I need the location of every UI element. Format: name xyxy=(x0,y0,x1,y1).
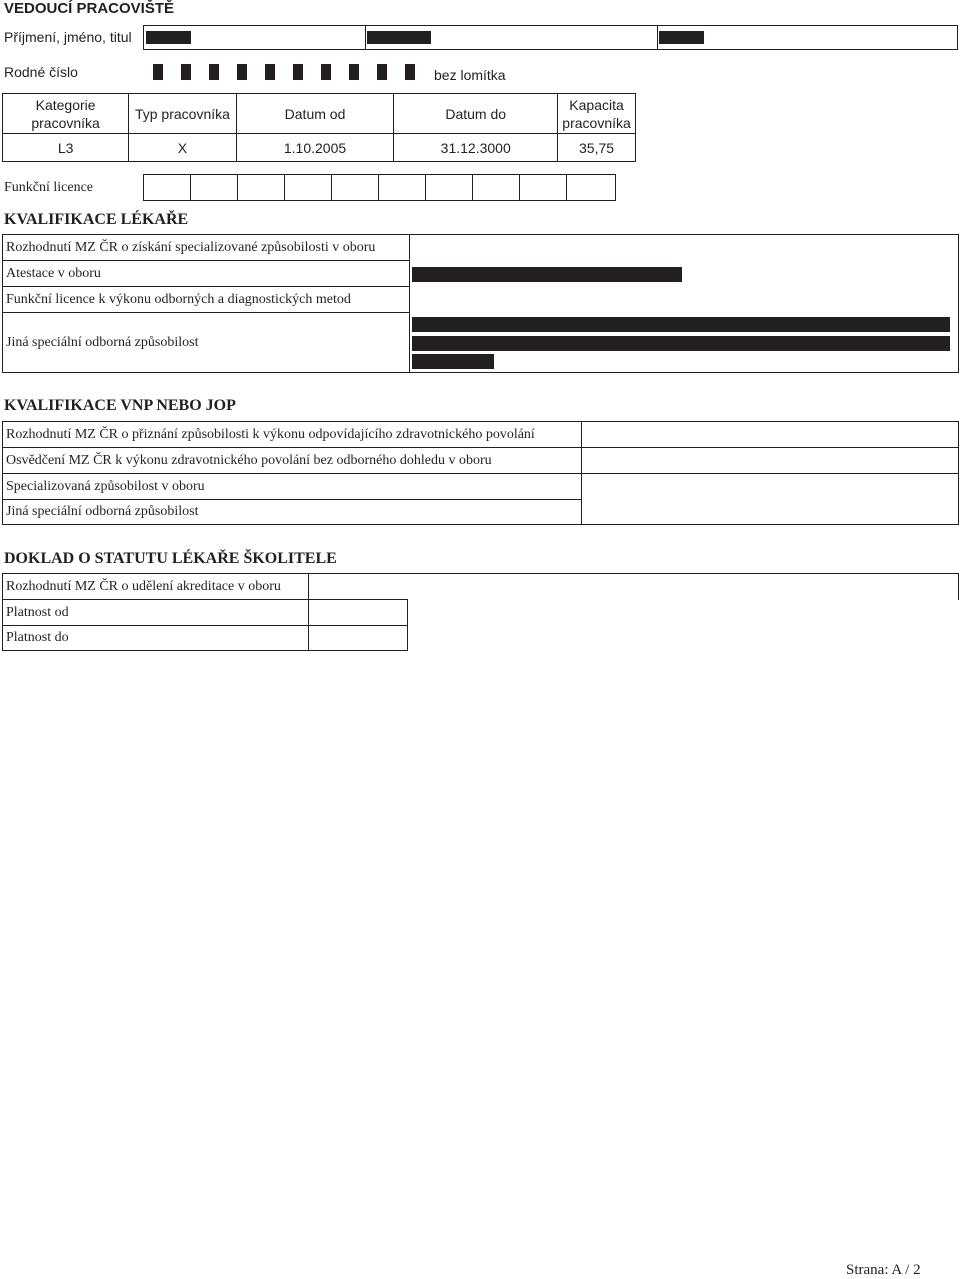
licence-box[interactable] xyxy=(331,174,379,201)
rc-digit xyxy=(265,64,275,80)
doklad-row xyxy=(2,625,309,651)
cell-datum-od: 1.10.2005 xyxy=(236,134,394,162)
section-title-kvalifikace-lekare: KVALIFIKACE LÉKAŘE xyxy=(4,211,189,228)
licence-box[interactable] xyxy=(143,174,191,201)
doklad-label-platnost-do: Platnost do xyxy=(6,630,69,645)
header-datum-od: Datum od xyxy=(236,94,394,134)
section-title-doklad: DOKLAD O STATUTU LÉKAŘE ŠKOLITELE xyxy=(4,550,337,567)
cell-kategorie: L3 xyxy=(3,134,129,162)
vnp-value-rozhodnuti[interactable] xyxy=(581,421,959,448)
kl-row xyxy=(2,234,410,261)
kl-row xyxy=(2,286,410,313)
header-kapacita: Kapacita pracovníka xyxy=(558,94,636,134)
kl-label-jina: Jiná speciální odborná způsobilost xyxy=(6,335,199,350)
header-typ: Typ pracovníka xyxy=(129,94,236,134)
kvalifikace-vnp-table xyxy=(2,421,959,525)
licence-box[interactable] xyxy=(378,174,426,201)
rc-digit xyxy=(349,64,359,80)
redacted-jina-line1 xyxy=(412,317,950,332)
kl-label-atestace: Atestace v oboru xyxy=(6,266,101,281)
doklad-row xyxy=(2,599,309,626)
rc-digit xyxy=(237,64,247,80)
kl-label-rozhodnuti: Rozhodnutí MZ ČR o získání specializované způsobilosti v oboru xyxy=(6,240,376,255)
kl-row xyxy=(2,312,410,373)
licence-box[interactable] xyxy=(566,174,616,201)
licence-box[interactable] xyxy=(472,174,520,201)
rc-digit xyxy=(405,64,415,80)
licence-box[interactable] xyxy=(519,174,567,201)
vnp-row xyxy=(2,421,582,448)
vnp-row xyxy=(2,447,582,474)
rc-digit xyxy=(293,64,303,80)
redacted-firstname xyxy=(367,31,431,44)
name-field[interactable] xyxy=(143,25,958,50)
cell-typ: X xyxy=(129,134,236,162)
rc-digit xyxy=(377,64,387,80)
vnp-label-specializovana: Specializovaná způsobilost v oboru xyxy=(6,479,205,494)
doklad-label-rozhodnuti: Rozhodnutí MZ ČR o udělení akreditace v oboru xyxy=(6,579,281,594)
rc-label: Rodné číslo xyxy=(4,64,78,80)
funkcni-licence-boxes[interactable] xyxy=(143,174,616,201)
vnp-row xyxy=(2,473,582,500)
header-kategorie: Kategorie pracovníka xyxy=(3,94,129,134)
doklad-label-platnost-od: Platnost od xyxy=(6,605,69,620)
section-title-vedouci: VEDOUCÍ PRACOVIŠTĚ xyxy=(4,0,175,17)
doklad-table xyxy=(2,573,959,651)
name-label: Příjmení, jméno, titul xyxy=(4,29,132,45)
page-number: Strana: A / 2 xyxy=(846,1262,921,1278)
kl-label-funkcni: Funkční licence k výkonu odborných a diagnostických metod xyxy=(6,292,351,307)
funkcni-licence-label: Funkční licence xyxy=(4,180,94,195)
redacted-jina-line2 xyxy=(412,336,950,351)
licence-box[interactable] xyxy=(190,174,238,201)
vnp-value-specializovana[interactable] xyxy=(581,473,959,525)
licence-box[interactable] xyxy=(284,174,332,201)
rc-field[interactable] xyxy=(143,59,425,84)
redacted-atestace xyxy=(412,267,682,282)
kl-value-column[interactable] xyxy=(409,234,959,373)
header-datum-do: Datum do xyxy=(394,94,558,134)
vnp-row xyxy=(2,499,582,525)
kl-row xyxy=(2,260,410,287)
rc-digit xyxy=(321,64,331,80)
redacted-title xyxy=(659,31,704,44)
licence-box[interactable] xyxy=(425,174,473,201)
licence-box[interactable] xyxy=(237,174,285,201)
employment-table xyxy=(2,93,636,162)
rc-digit xyxy=(153,64,163,80)
kvalifikace-lekare-table xyxy=(2,234,959,373)
doklad-value-rozhodnuti[interactable] xyxy=(308,573,959,600)
section-title-kvalifikace-vnp: KVALIFIKACE VNP NEBO JOP xyxy=(4,397,236,414)
cell-kapacita: 35,75 xyxy=(558,134,636,162)
redacted-surname xyxy=(146,31,191,44)
rc-digit xyxy=(181,64,191,80)
doklad-value-platnost-od[interactable] xyxy=(308,599,408,626)
rc-suffix: bez lomítka xyxy=(434,67,506,83)
cell-datum-do: 31.12.3000 xyxy=(394,134,558,162)
doklad-row xyxy=(2,573,309,600)
vnp-label-jina: Jiná speciální odborná způsobilost xyxy=(6,504,199,519)
redacted-jina-line3 xyxy=(412,354,494,369)
rc-digit xyxy=(209,64,219,80)
vnp-value-osvedceni[interactable] xyxy=(581,447,959,474)
doklad-value-platnost-do[interactable] xyxy=(308,625,408,651)
vnp-label-osvedceni: Osvědčení MZ ČR k výkonu zdravotnického povolání bez odborného dohledu v oboru xyxy=(6,453,492,468)
vnp-label-rozhodnuti: Rozhodnutí MZ ČR o přiznání způsobilosti k výkonu odpovídajícího zdravotnického povolání xyxy=(6,427,535,442)
